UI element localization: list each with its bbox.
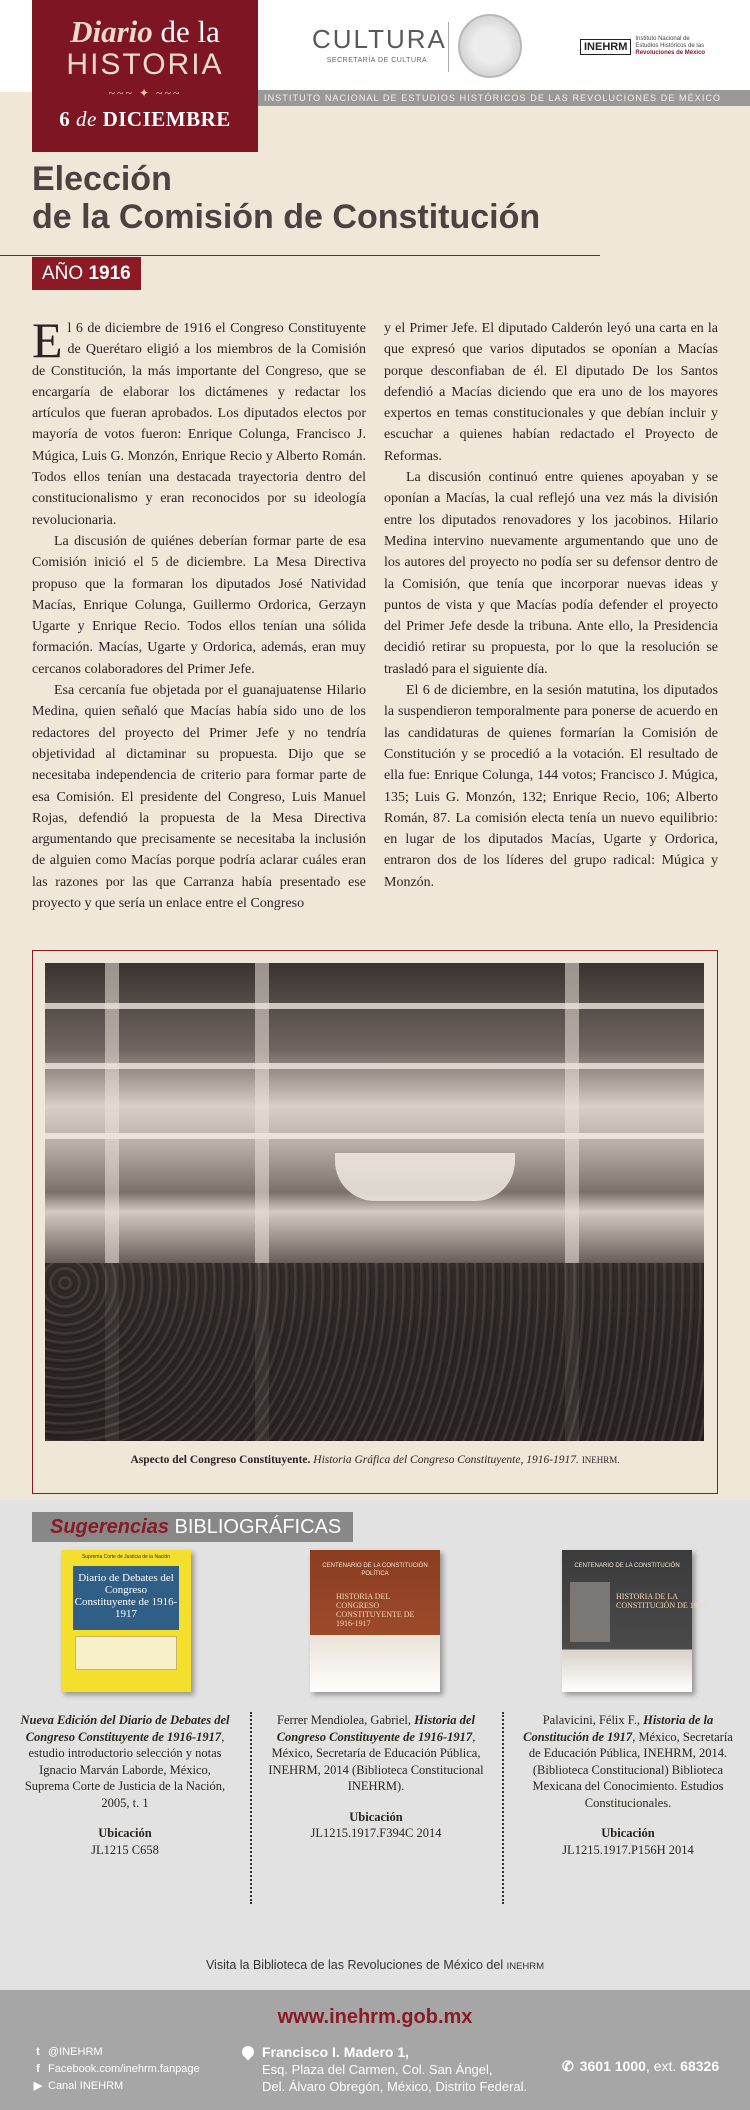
bibliography-entry-1: Nueva Edición del Diario de Debates del Congreso Constituyente de 1916-1917, estudio introductorio selección y notas Ignacio Marván Laborde, México, Suprema Corte de Justicia de la Nación, 2005, t. 1 Ubicación JL1215 C658: [17, 1712, 233, 1858]
photo-caption: Aspecto del Congreso Constituyente. Historia Gráfica del Congreso Constituyente, 1916-1917. INEHRM.: [130, 1454, 620, 1466]
institute-band: INSTITUTO NACIONAL DE ESTUDIOS HISTÓRICOS DE LAS REVOLUCIONES DE MÉXICO: [258, 90, 750, 106]
masthead: [32, 0, 258, 152]
article-title: Elección de la Comisión de Constitución: [32, 160, 541, 236]
divider: [250, 1712, 252, 1904]
youtube-link[interactable]: ▶ Canal INEHRM: [32, 2078, 200, 2095]
paragraph: La discusión continuó entre quienes apoyaban y se oponían a Macías, la cual reflejó una vez más la división entre los diputados renovadores y los jacobinos. Hilario Medina intervino nuevamente argumentando que uno de los autores del proyecto no podía ser su defensor dentro de la Comisión, que tenía que incorporar nuevas ideas y puntos de vista y que Macías podía defender el proyecto del Primer Jefe desde la tribuna. Ante ello, la Presidencia decidió retirar su propuesta, por lo que la resolución se trasladó para el siguiente día.: [384, 470, 718, 677]
title-rule: [0, 255, 600, 256]
phone-icon: ✆: [562, 2058, 574, 2074]
facebook-link[interactable]: f Facebook.com/inehrm.fanpage: [32, 2061, 200, 2078]
paragraph: El 6 de diciembre, en la sesión matutina, los diputados la suspendieron temporalmente para ponerse de acuerdo en las candidaturas de quienes formarían la Comisión de Constitución y se procedió a la votación. El resultado de ella fue: Enrique Colunga, 144 votos; Francisco J. Múgica, 135; Luis G. Monzón, 132; Enrique Recio, 106; Alberto Román, 87. La comisión electa tenía un nuevo equilibrio: en lugar de los diputados Macías, Ugarte y Ordorica, entraron dos de los líderes del grupo radical: Múgica y Monzón.: [384, 683, 718, 890]
portrait-image: [570, 1582, 610, 1642]
article-column-right: [384, 318, 718, 893]
masthead-historia: HISTORIA: [66, 48, 224, 81]
national-seal-icon: [458, 14, 522, 78]
masthead-date: 6 de DICIEMBRE: [59, 107, 231, 131]
visit-library-note: Visita la Biblioteca de las Revoluciones de México del INEHRM: [205, 1958, 545, 1972]
facebook-icon: f: [36, 2063, 40, 2075]
paragraph: El 6 de diciembre de 1916 el Congreso Constituyente de Querétaro eligió a los miembros de la Comisión de Constitución, la más importante del Congreso, que se encargaría de elaborar los dictámenes y redactar los artículos que fueran aprobados. Los diputados electos por mayoría de votos fueron: Enrique Colunga, Francisco J. Múgica, Luis G. Monzón, Enrique Recio y Alberto Román. Todos ellos tenían una destacada trayectoria dentro del constitucionalismo y eran reconocidos por su ideología revolucionaria.: [32, 312, 366, 528]
phone-number[interactable]: ✆ 3601 1000, ext. 68326: [562, 2058, 720, 2074]
book-cover-2[interactable]: CENTENARIO DE LA CONSTITUCIÓN POLÍTICA HISTORIA DEL CONGRESO CONSTITUYENTE DE 1916-1917: [310, 1550, 440, 1692]
call-number: JL1215.1917.P156H 2014: [562, 1842, 694, 1857]
bibliography-entry-3: Palavicini, Félix F., Historia de la Constitución de 1917, México, Secretaría de Educación Pública, INEHRM, 2014. (Biblioteca Constitucional) Biblioteca Mexicana del Conocimiento. Estudios Constitucionales. Ubicación JL1215.1917.P156H 2014: [520, 1712, 736, 1858]
cultura-logo[interactable]: CULTURA SECRETARÍA DE CULTURA: [312, 24, 447, 64]
website-link[interactable]: www.inehrm.gob.mx: [277, 2006, 473, 2028]
address: Francisco I. Madero 1, Esq. Plaza del Carmen, Col. San Ángel, Del. Álvaro Obregón, México, Distrito Federal.: [240, 2044, 527, 2095]
congress-photo[interactable]: [45, 963, 704, 1441]
article-column-left: [32, 312, 366, 914]
dropcap: E: [32, 312, 63, 368]
social-links: [32, 2044, 200, 2095]
masthead-ornament: ~~~ ✦ ~~~: [108, 86, 182, 100]
book-cover-1[interactable]: Suprema Corte de Justicia de la Nación Diario de Debates del Congreso Constituyente de 1916-1917: [61, 1550, 191, 1692]
twitter-icon: t: [36, 2046, 40, 2058]
year-badge: AÑO 1916: [32, 257, 141, 290]
twitter-link[interactable]: t @INEHRM: [32, 2044, 200, 2061]
open-book-icon: [75, 1636, 177, 1670]
masthead-de-la: de la: [160, 14, 220, 49]
divider: [502, 1712, 504, 1904]
footer: [0, 1990, 750, 2110]
logo-divider: [448, 22, 449, 72]
book-cover-3[interactable]: CENTENARIO DE LA CONSTITUCIÓN HISTORIA DE LA CONSTITUCIÓN DE 1917: [562, 1550, 692, 1692]
call-number: JL1215 C658: [91, 1842, 159, 1857]
bibliography-heading: Sugerencias BIBLIOGRÁFICAS: [32, 1512, 353, 1542]
location-pin-icon: [240, 2044, 257, 2061]
call-number: JL1215.1917.F394C 2014: [310, 1826, 442, 1840]
bibliography-section: [0, 1500, 750, 1990]
photo-frame: [32, 950, 718, 1494]
inehrm-logo[interactable]: INEHRM Instituto Nacional de Estudios Históricos de las Revoluciones de México: [580, 36, 730, 57]
paragraph: y el Primer Jefe. El diputado Calderón leyó una carta en la que expresó que varios diputados se oponían a Macías porque desconfiaban de él. El diputado De los Santos defendió a Macías diciendo que era uno de los mayores expertos en temas constitucionales y que debían incluir y escuchar a quienes habían redactado el Proyecto de Reformas.: [384, 321, 718, 464]
youtube-icon: ▶: [33, 2080, 43, 2092]
bibliography-entry-2: Ferrer Mendiolea, Gabriel, Historia del Congreso Constituyente de 1916-1917, México, Secretaría de Educación Pública, INEHRM, 2014 (Biblioteca Constitucional INEHRM). Ubicación JL1215.1917.F394C 2014: [268, 1713, 484, 1840]
paragraph: Esa cercanía fue objetada por el guanajuatense Hilario Medina, quien señaló que Macías había sido uno de los redactores del proyecto del Primer Jefe y no tendría objetividad al dictaminar su propuesta. Dijo que se necesitaba independencia de criterio para formar parte de esa Comisión. El presidente del Congreso, Luis Manuel Rojas, defendió la propuesta de la Mesa Directiva argumentando que precisamente se necesitaba la inclusión de alguien como Macías porque podría aclarar cuáles eran las razones por las que Carranza había presentado ese proyecto y que sería un enlace entre el Congreso: [32, 683, 366, 912]
masthead-diario: Diario: [70, 14, 153, 49]
paragraph: La discusión de quiénes deberían formar parte de esa Comisión inició el 5 de diciembre. La Mesa Directiva propuso que la formaran los diputados José Natividad Macías, Enrique Colunga, Guillermo Ordorica, Gerzayn Ugarte y Enrique Recio. Todos ellos tenían una sólida formación. Macías, Ugarte y Ordorica, además, eran muy cercanos colaboradores del Primer Jefe.: [32, 533, 366, 677]
